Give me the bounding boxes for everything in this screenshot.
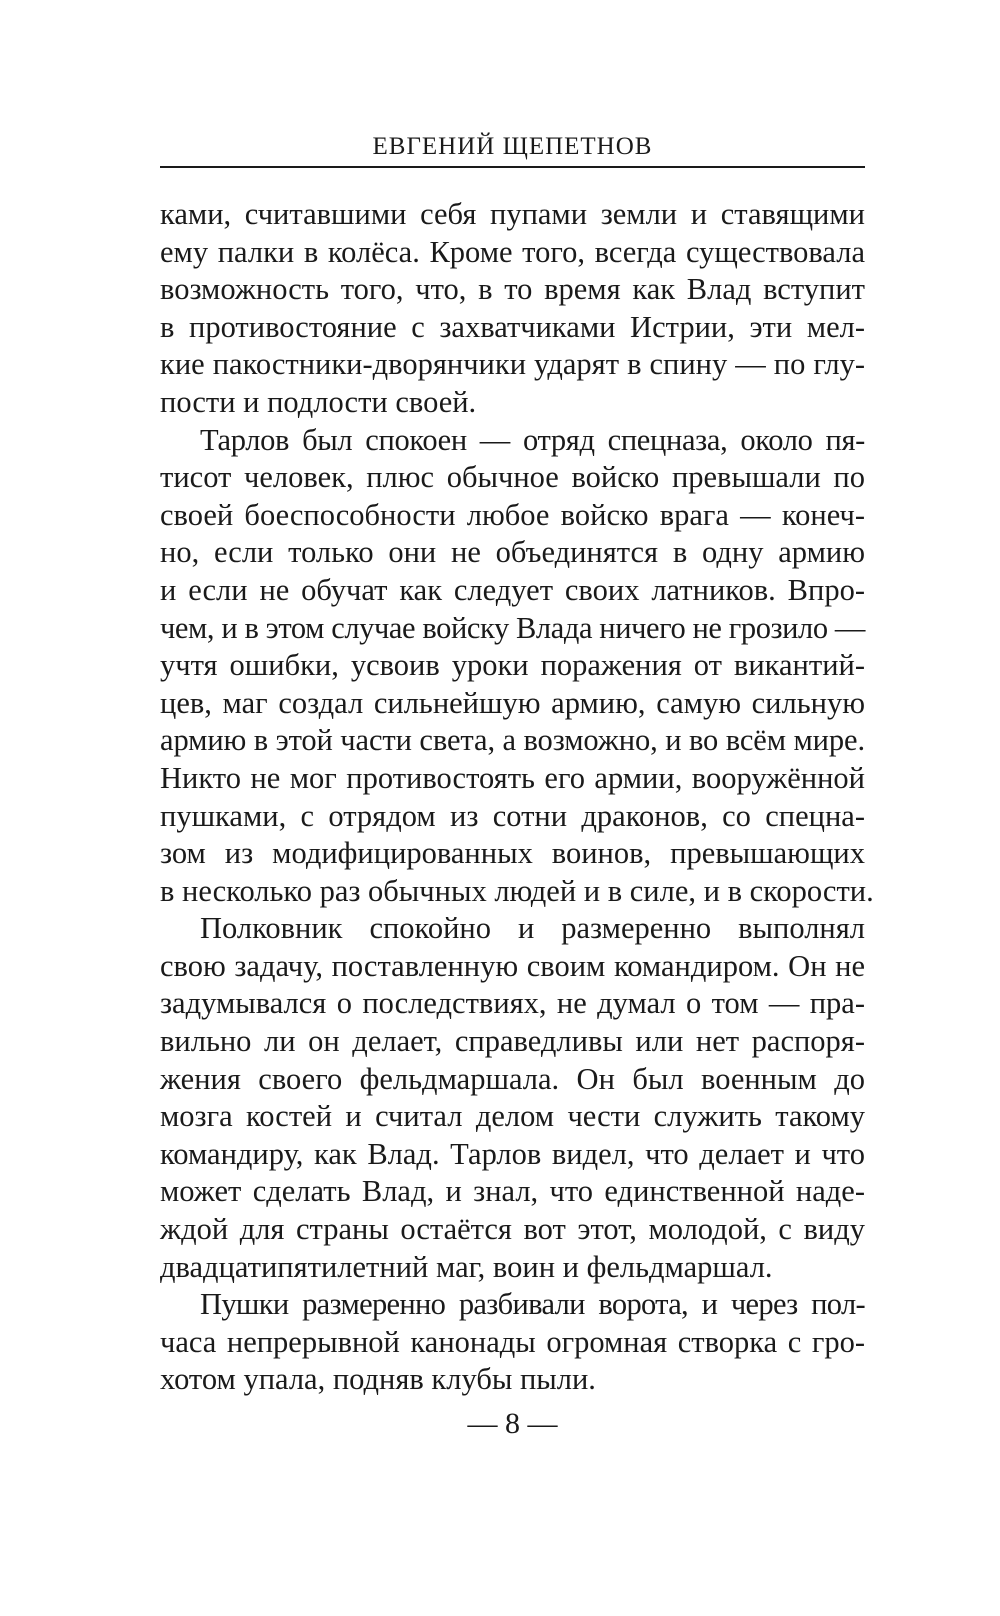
text-line: свою задачу, поставленную своим командиром. Он не <box>160 948 865 983</box>
text-line: может сделать Влад, и знал, что единственной надe- <box>160 1174 865 1209</box>
text-line: Полковник спокойно и размеренно выполнял <box>200 911 865 946</box>
header-rule <box>160 166 865 168</box>
paragraph-2 <box>160 422 874 911</box>
text-line: вильно ли он делает, справедливы или нет распоря- <box>160 1024 865 1059</box>
text-line: двадцатипятилетний маг, воин и фельдмаршал. <box>160 1249 773 1284</box>
text-line: учтя ошибки, усвоив уроки поражения от викантий- <box>160 648 865 683</box>
paragraph-4 <box>160 1286 865 1399</box>
page-number: — 8 — <box>467 1407 558 1440</box>
text-line: часа непрерывной канонады огромная створка с гро- <box>160 1324 865 1359</box>
text-line: пушками, с отрядом из сотни драконов, со спецна- <box>160 798 865 833</box>
text-line: чем, и в этом случае войску Влада ничего не грозило — <box>160 610 865 645</box>
text-line: ему палки в колёса. Кроме того, всегда существовала <box>160 234 865 269</box>
text-line: в противостояние с захватчиками Истрии, эти мел- <box>160 309 865 344</box>
text-line: ждой для страны остаётся вот этот, молодой, с виду <box>160 1212 865 1247</box>
text-line: тисот человек, плюс обычное войско превышали по <box>160 460 865 495</box>
text-line: задумывался о последствиях, не думал о том — пра- <box>160 986 865 1021</box>
text-line: в несколько раз обычных людей и в силе, и в скорости. <box>160 873 874 908</box>
text-line: жения своего фельдмаршала. Он был военным до <box>160 1061 865 1096</box>
text-line: цев, маг создал сильнейшую армию, самую сильную <box>160 685 865 720</box>
text-line: мозга костей и считал делом чести служить такому <box>160 1099 865 1134</box>
text-line: пости и подлости своей. <box>160 384 477 419</box>
text-line: Тарлов был спокоен — отряд спецназа, около пя- <box>200 422 865 457</box>
body-text <box>160 196 874 1399</box>
paragraph-3 <box>160 910 865 1286</box>
text-line: зом из модифицированных воинов, превышающих <box>160 836 865 871</box>
paragraph-1 <box>160 196 865 422</box>
text-line: ками, считавшими себя пупами земли и ставящими <box>160 197 865 231</box>
text-line: но, если только они не объединятся в одну армию <box>160 535 865 570</box>
text-line: командиру, как Влад. Тарлов видел, что делает и что <box>160 1136 865 1171</box>
text-line: своей боеспособности любое войско врага — конеч- <box>160 497 865 532</box>
text-line: армию в этой части света, а возможно, и во всём мире. <box>160 723 865 758</box>
text-line: возможность того, что, в то время как Влад вступит <box>160 272 865 307</box>
text-line: и если не обучат как следует своих латников. Впро- <box>160 572 865 607</box>
text-line: Пушки размеренно разбивали ворота, и через пол- <box>200 1287 865 1322</box>
text-line: хотом упала, подняв клубы пыли. <box>160 1362 596 1397</box>
text-line: Никто не мог противостоять его армии, вооружённой <box>160 760 865 795</box>
running-head-author: ЕВГЕНИЙ ЩЕПЕТНОВ <box>372 133 653 160</box>
text-line: кие пакостники-дворянчики ударят в спину — по глу- <box>160 347 865 382</box>
